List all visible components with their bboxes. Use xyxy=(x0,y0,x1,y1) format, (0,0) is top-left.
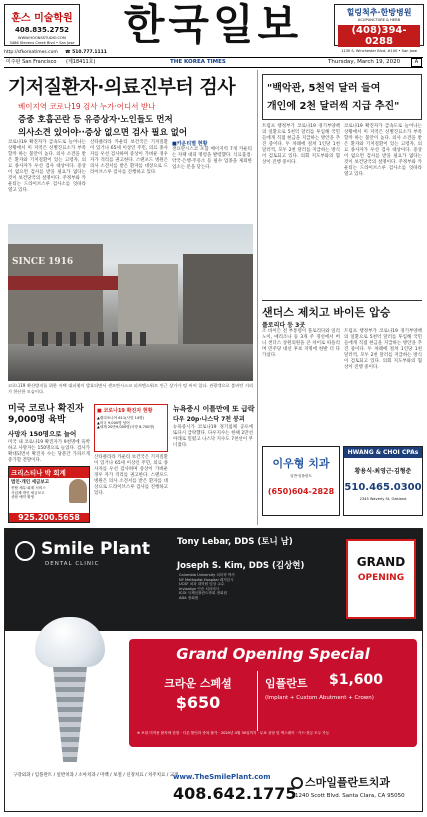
us-story-subhead: 사망자 150명으로 늘어 xyxy=(8,430,77,438)
smile-services: 구강외과 / 임플란트 / 일반치과 / 소아치과 / 미백 / 보철 / 신경치료 / 치주치료 / 교정 xyxy=(13,773,179,778)
kristina-ad[interactable] xyxy=(8,466,90,523)
kristina-line-3: 상담 예약 환영 xyxy=(11,495,35,500)
stimulus-headline-1[interactable]: "백악관, 5천억 달러 들여 xyxy=(267,83,381,94)
smile-kor-logo-icon xyxy=(291,777,303,789)
implant-special-note: (Implant + Custom Abutment + Crown) xyxy=(265,695,374,701)
lead-sub-box-text: 샌프란시스코 포함 베이지역 7개 카운티는 자택 대피 명령을 발령했다. 식료품점·약국·은행·주유소 등 필수 업종을 제외한 업소는 문을 닫는다. xyxy=(172,147,252,170)
issue-number: (제18411호) xyxy=(66,59,96,65)
sanders-body-column-1: 조 바이든 전 부통령이 플로리다와 일리노이, 애리조나 등 3개 주 경선에서 버니 샌더스 상원의원을 큰 차이로 따돌리며 민주당 대선 후보 지명에 한발 더 다가섰다. xyxy=(262,329,340,358)
academy-url: WWW.HOONSSTUDIO.COM xyxy=(18,36,66,40)
lead-photo xyxy=(8,224,253,381)
photo-awning xyxy=(8,276,128,290)
kristina-line-2: 사업체·개인 세금보고 xyxy=(11,490,45,495)
clinic-title: 힐링척추·한방병원 xyxy=(346,8,412,17)
smile-korean-name: 스마일플란트치과 xyxy=(305,776,391,789)
smile-brand: Smile Plant xyxy=(41,539,151,559)
academy-name: 훈스 미술학원 xyxy=(11,13,73,24)
stats-row-3: ▲세계 20만9,000명(사망 8,700명) xyxy=(97,425,155,430)
special-fine-print: ※ 보험 미적용 환자에 한함 · 다른 할인과 중복 불가 · 2020년 4월 30일까지 · 무료 상담 및 엑스레이 · 카드·현금 모두 가능 xyxy=(137,731,330,735)
kristina-phone: 925.200.5658 xyxy=(9,513,89,522)
sanders-top-rule xyxy=(262,300,422,301)
smile-credentials xyxy=(179,573,339,601)
cpa-address: 2345 Waverly St, Oakland xyxy=(359,497,407,501)
kristina-tag: 법인·개인 세금보고 xyxy=(11,480,50,485)
smile-cred-6: ADA 정회원 xyxy=(179,595,199,600)
lead-sub-box xyxy=(172,140,252,222)
section-badge: A xyxy=(411,58,422,67)
stimulus-headline-box xyxy=(262,74,422,120)
newspaper-logo: 한국일보 xyxy=(123,0,303,49)
covid-stats-box xyxy=(94,404,168,452)
brand-name: THE KOREA TIMES xyxy=(170,59,226,65)
masthead-right-ad[interactable] xyxy=(334,4,424,53)
stimulus-body-column-1: 트럼프 행정부가 코로나19 경기부양책의 일환으로 5천억 달러를 투입해 국민들에게 직접 현금을 지급하는 방안을 추진 중이다. 두 차례에 걸쳐 1인당 1천 달러씩, 모두 2천 달러를 지급하는 방식이 검토되고 있다. 의회 지도부와의 협상이 진행 중이다. xyxy=(262,124,340,165)
kristina-name: 크리스티나 박 회계 xyxy=(9,467,89,478)
special-title: Grand Opening Special xyxy=(176,645,370,663)
clinic-english: ACUPUNCTURE & HERB xyxy=(357,18,401,22)
cpa-title: HWANG & CHOI CPAs xyxy=(344,447,422,458)
photo-street xyxy=(8,344,253,381)
lead-subhead-1: 증중 호흡곤란 등 유증상자·노인들도 먼저 xyxy=(18,115,173,125)
implant-crown xyxy=(35,617,105,667)
lead-body-column-2: 산타클라라 카운티 보건국은 기저질환이 있거나 65세 이상인 주민, 의료 종사자를 우선 검사하며 증상이 가벼운 경우 자가 격리를 권고한다. 스탠포드 병원은 의사 소견서를 받은 환자를 대상으로 드라이브스루 검사를 진행하고 있다. xyxy=(90,140,168,175)
lead-photo-caption: 코로나19 확산방지를 위한 자택 대피령이 발효되면서 샌프란시스코 피셔맨스워프 인근 상가가 텅 비어 있다. 관광객으로 붐비던 거리가 한산한 모습이다. xyxy=(8,383,253,394)
column-rule-1 xyxy=(257,70,258,525)
implant-illustration xyxy=(25,617,115,767)
issue-date: Thursday, March 19, 2020 xyxy=(328,59,401,65)
edition-label: 미주판 San Francisco xyxy=(6,59,57,65)
implant-special-label: 임플란트 xyxy=(265,677,308,690)
lead-sub-box-title: ■카운티별 현황 xyxy=(172,141,208,147)
nyc-story-headline[interactable]: 뉴욕증시 이틀만에 또 급락 xyxy=(173,405,255,413)
cpa-ad[interactable] xyxy=(343,446,423,516)
photo-tables xyxy=(28,332,148,346)
cpa-names: 황용식·최영근·김형준 xyxy=(354,468,412,475)
sanders-body-column-2: 트럼프 행정부가 코로나19 경기부양책의 일환으로 5천억 달러를 투입해 국민들에게 직접 현금을 지급하는 방안을 추진 중이다. 두 차례에 걸쳐 1인당 1천 달러씩, 모두 2천 달러를 지급하는 방식이 검토되고 있다. 의회 지도부와의 협상이 진행 중이다. xyxy=(344,329,422,370)
nyc-story-subhead: 다우 20p·나스닥 7천 붕괴 xyxy=(173,416,245,423)
us-story-headline[interactable]: 미국 코로나 확진자 9,000명 육박 xyxy=(8,404,84,425)
smile-cred-1: Columbia University 치의학 박사 xyxy=(179,573,235,577)
academy-phone: 408.835.2752 xyxy=(14,26,70,34)
sanders-headline[interactable]: 샌더스 제치고 바이든 압승 xyxy=(262,306,391,319)
dental-lee-ad[interactable] xyxy=(262,446,340,516)
dental-lee-tag: 일반·임플란트 xyxy=(290,474,312,478)
smile-logo-icon xyxy=(15,541,35,561)
smile-website[interactable]: www.TheSmilePlant.com xyxy=(173,773,271,781)
site-url[interactable]: http://sfkoreatimes.com xyxy=(4,50,58,55)
clinic-phone: (408)394-0288 xyxy=(338,25,420,47)
lead-subhead-2: 의사소견 있어야··증상 없으면 검사 필요 없어 xyxy=(18,128,188,138)
academy-address: 3486 Stevens Creek Blvd • San Jose xyxy=(9,40,75,45)
implant-special-price: $1,600 xyxy=(329,672,384,688)
dental-lee-phone: (650)604-2828 xyxy=(267,486,335,496)
stimulus-headline-2[interactable]: 개인에 2천 달러씩 지급 추진" xyxy=(267,101,400,112)
special-offer-box xyxy=(129,639,417,747)
smile-plant-ad[interactable] xyxy=(4,528,423,812)
smile-address: 1240 Scott Blvd. Santa Clara, CA 95050 xyxy=(295,793,405,799)
stats-row-2: ▲미국 9,000명 넘어 xyxy=(97,420,130,425)
smile-cred-4: Invisalign 인증 치과의사 xyxy=(179,586,220,591)
smile-cred-3: UCSF 치과 대학원 임상 교수 xyxy=(179,582,225,587)
crown-special-label: 크라운 스페셜 xyxy=(164,677,232,690)
lead-headline[interactable]: 기저질환자·의료진부터 검사 xyxy=(8,76,236,98)
lead-body-column-1: 코로나19 확진자가 급속도로 늘어나는 상황에서 미 지역은 선별진료소가 부족할까 하는 불안이 높다. 의사 소견을 받은 환자와 기저질환이 있는 고령자, 의료 종사자가 우선 검사 대상이다. 증상이 없으면 검사를 받을 필요가 없다는 것이 보건당국의 설명이다. 주정부와 카운티는 드라이브스루 검사소를 잇따라 열고 있다. xyxy=(8,140,86,193)
special-divider xyxy=(257,671,258,731)
photo-building-right xyxy=(183,254,253,354)
cpa-phone: 510.465.0300 xyxy=(344,482,422,493)
lead-kicker: 베이지역 코로나19 검사 누가·어디서 받나 xyxy=(18,102,156,111)
grand-opening-badge xyxy=(346,539,416,619)
smile-cred-2: NY Methodist Hospital 레지던시 xyxy=(179,577,234,582)
photo-sign: SINCE 1916 xyxy=(12,257,74,267)
site-phone: ☎ 510.777.1111 xyxy=(65,50,107,55)
smile-doctor-2: Joseph S. Kim, DDS (김상현) xyxy=(177,561,305,571)
us-story-body: 미국 내 코로나19 확진자가 9천명에 육박하고 사망자는 150명으로 늘었다. 검사가 확대되면서 확진자 수는 당분간 가파르게 증가할 전망이다. xyxy=(8,440,90,463)
stats-title: ■ 코로나19 확진자 현황 xyxy=(97,408,153,414)
smile-doctor-1: Tony Lebar, DDS (토니 남) xyxy=(177,537,293,547)
dental-lee-name: 이우형 치과 xyxy=(272,457,330,470)
crown-special-price: $650 xyxy=(175,693,221,712)
sanders-subhead: 플로리다 등 3곳 xyxy=(262,322,306,329)
stimulus-body-column-2: 코로나19 확진자가 급속도로 늘어나는 상황에서 미 지역은 선별진료소가 부족할까 하는 불안이 높다. 의사 소견을 받은 환자와 기저질환이 있는 고령자, 의료 종사자가 우선 검사 대상이다. 증상이 없으면 검사를 받을 필요가 없다는 것이 보건당국의 설명이다. 주정부와 카운티는 드라이브스루 검사소를 잇따라 열고 있다. xyxy=(344,124,422,177)
smile-phone[interactable]: 408.642.1775 xyxy=(173,784,297,803)
nyc-story-body: 뉴욕증시가 코로나19 경기침체 공포에 또다시 급락했다. 다우지수는 한때 2만선 아래로 밀렸고 나스닥 지수도 7천선이 무너졌다. xyxy=(173,425,253,448)
smile-cred-5: ICOI 국제임플란트학회 정회원 xyxy=(179,591,227,596)
masthead-left-ad[interactable] xyxy=(4,4,80,46)
kristina-avatar xyxy=(69,479,87,503)
opening-word: OPENING xyxy=(357,573,405,583)
stats-followup-text: 산타클라라 카운티 보건국은 기저질환이 있거나 65세 이상인 주민, 의료 종사자를 우선 검사하며 증상이 가벼운 경우 자가 격리를 권고한다. 스탠포드 병원은 의사 소견서를 받은 환자를 대상으로 드라이브스루 검사를 진행하고 있다. xyxy=(94,455,168,496)
clinic-address: 1130 S. Winchester Blvd, #100 • San Jose xyxy=(341,48,417,53)
smile-brand-sub: DENTAL CLINIC xyxy=(45,561,100,567)
stats-row-1: ▲캘리포니아 611(사망 14명) xyxy=(97,416,145,420)
grand-word: GRAND xyxy=(356,555,406,569)
implant-screw xyxy=(53,667,87,762)
kristina-line-1: 종합 세무·회계 서비스 xyxy=(11,486,46,490)
